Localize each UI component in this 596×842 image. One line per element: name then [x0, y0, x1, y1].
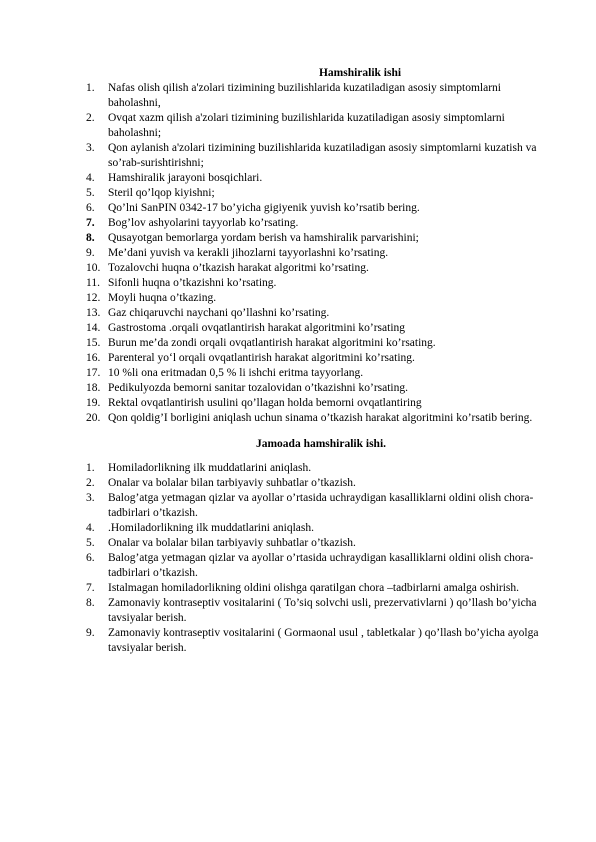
list-item: [86, 321, 556, 336]
list-item-number: 6.: [86, 552, 95, 564]
list-item-number: 7.: [86, 217, 95, 229]
list-item-text: Burun me’da zondi orqali ovqatlantirish harakat algoritmini ko’rsating.: [108, 337, 436, 349]
list-item-number: 18.: [86, 382, 101, 394]
document-content: [86, 66, 556, 656]
list-item-number: 8.: [86, 597, 95, 609]
list-item-text: Homiladorlikning ilk muddatlarini aniqlash.: [108, 462, 312, 474]
list-item-text: .Homiladorlikning ilk muddatlarini aniqlash.: [108, 522, 315, 534]
list-item-text: Qusayotgan bemorlarga yordam berish va hamshiralik parvarishini;: [108, 232, 419, 244]
list-item-text: Qon qoldig’I borligini aniqlash uchun sinama o’tkazish harakat algoritmini ko’rsatib bering.: [108, 412, 533, 424]
list-item-number: 19.: [86, 397, 101, 409]
list-item: [86, 491, 556, 521]
list-item: [86, 581, 556, 596]
list-item-text: Zamonaviy kontraseptiv vositalarini ( Gormaonal usul , tabletkalar ) qo’llash bo’yicha ayolga tavsiyalar berish.: [108, 627, 539, 654]
list-item: [86, 171, 556, 186]
list-item-text: Pedikulyozda bemorni sanitar tozalovidan o’tkazishni ko’rsating.: [108, 382, 408, 394]
list-item-number: 20.: [86, 412, 101, 424]
list-item-text: 10 %li ona eritmadan 0,5 % li ishchi eritma tayyorlang.: [108, 367, 364, 379]
list-item: [86, 536, 556, 551]
section-gap: [86, 452, 556, 461]
list-item: [86, 396, 556, 411]
list-item-number: 15.: [86, 337, 101, 349]
list-item-text: Istalmagan homiladorlikning oldini olishga qaratilgan chora –tadbirlarni amalga oshirish.: [108, 582, 520, 594]
list-item: [86, 411, 556, 426]
list-item: [86, 336, 556, 351]
list-item: [86, 291, 556, 306]
list-item-text: Sifonli huqna o’tkazishni ko’rsating.: [108, 277, 277, 289]
list-item: [86, 231, 556, 246]
list-item-number: 11.: [86, 277, 100, 289]
list-item-text: Balog’atga yetmagan qizlar va ayollar o’rtasida uchraydigan kasalliklarni oldini olish chora-tadbirlari o’tkazish.: [108, 492, 534, 519]
section-title-hamshiralik-ishi: Hamshiralik ishi: [318, 67, 402, 79]
list-item-text: Bog’lov ashyolarini tayyorlab ko’rsating.: [108, 217, 299, 229]
task-list-hamshiralik: [86, 81, 556, 426]
list-item: [86, 521, 556, 536]
section-title-jamoada-hamshiralik: Jamoada hamshiralik ishi.: [255, 438, 387, 450]
list-item-text: Gaz chiqaruvchi naychani qo’llashni ko’rsating.: [108, 307, 330, 319]
list-item-text: Ovqat xazm qilish a'zolari tizimining buzilishlarida kuzatiladigan asosiy simptomlarni baholashni;: [108, 112, 505, 139]
list-item-number: 9.: [86, 627, 95, 639]
list-item-text: Qo’lni SanPIN 0342-17 bo’yicha gigiyenik yuvish ko’rsatib bering.: [108, 202, 420, 214]
list-item-text: Tozalovchi huqna o’tkazish harakat algoritmi ko’rsating.: [108, 262, 369, 274]
list-item-text: Gastrostoma .orqali ovqatlantirish harakat algoritmini ko’rsating: [108, 322, 406, 334]
list-item-number: 17.: [86, 367, 101, 379]
list-item: [86, 551, 556, 581]
list-item-number: 9.: [86, 247, 95, 259]
list-item-number: 14.: [86, 322, 101, 334]
list-item-number: 5.: [86, 187, 95, 199]
list-item-number: 6.: [86, 202, 95, 214]
list-item: [86, 246, 556, 261]
list-item-text: Me’dani yuvish va kerakli jihozlarni tayyorlashni ko’rsating.: [108, 247, 389, 259]
list-item-number: 3.: [86, 492, 95, 504]
list-item-text: Steril qo’lqop kiyishni;: [108, 187, 215, 199]
list-item: [86, 351, 556, 366]
list-item: [86, 276, 556, 291]
list-item-number: 5.: [86, 537, 95, 549]
list-item-number: 12.: [86, 292, 101, 304]
list-item: [86, 596, 556, 626]
list-item: [86, 306, 556, 321]
section-gap: [86, 426, 556, 437]
list-item: [86, 216, 556, 231]
list-item-text: Onalar va bolalar bilan tarbiyaviy suhbatlar o’tkazish.: [108, 477, 356, 489]
list-item-text: Nafas olish qilish a'zolari tizimining buzilishlarida kuzatiladigan asosiy simptomlarni baholashni,: [108, 82, 501, 109]
list-item-number: 4.: [86, 172, 95, 184]
list-item-number: 16.: [86, 352, 101, 364]
list-item-text: Moyli huqna o’tkazing.: [108, 292, 217, 304]
list-item-text: Hamshiralik jarayoni bosqichlari.: [108, 172, 263, 184]
list-item: [86, 366, 556, 381]
list-item-text: Onalar va bolalar bilan tarbiyaviy suhbatlar o’tkazish.: [108, 537, 356, 549]
list-item-number: 4.: [86, 522, 95, 534]
list-item-number: 1.: [86, 462, 95, 474]
list-item: [86, 201, 556, 216]
list-item-number: 2.: [86, 112, 95, 124]
list-item-number: 2.: [86, 477, 95, 489]
list-item: [86, 81, 556, 111]
list-item-text: Zamonaviy kontraseptiv vositalarini ( To’siq solvchi usli, prezervativlarni ) qo’llash bo’yicha tavsiyalar berish.: [108, 597, 537, 624]
list-item-number: 3.: [86, 142, 95, 154]
list-item: [86, 476, 556, 491]
list-item: [86, 461, 556, 476]
list-item: [86, 381, 556, 396]
list-item: [86, 261, 556, 276]
list-item-number: 7.: [86, 582, 95, 594]
list-item-number: 8.: [86, 232, 95, 244]
list-item: [86, 626, 556, 656]
list-item-text: Balog’atga yetmagan qizlar va ayollar o’rtasida uchraydigan kasalliklarni oldini olish chora-tadbirlari o’tkazish.: [108, 552, 534, 579]
list-item-number: 13.: [86, 307, 101, 319]
list-item-number: 1.: [86, 82, 95, 94]
list-item: [86, 111, 556, 141]
list-item-text: Qon aylanish a'zolari tizimining buzilishlarida kuzatiladigan asosiy simptomlarni kuzatish va so’rab-surishtirishni;: [108, 142, 537, 169]
task-list-jamoada: [86, 461, 556, 656]
list-item-text: Rektal ovqatlantirish usulini qo’llagan holda bemorni ovqatlantiring: [108, 397, 422, 409]
list-item-number: 10.: [86, 262, 101, 274]
list-item: [86, 186, 556, 201]
list-item: [86, 141, 556, 171]
list-item-text: Parenteral yo‘l orqali ovqatlantirish harakat algoritmini ko’rsating.: [108, 352, 415, 364]
